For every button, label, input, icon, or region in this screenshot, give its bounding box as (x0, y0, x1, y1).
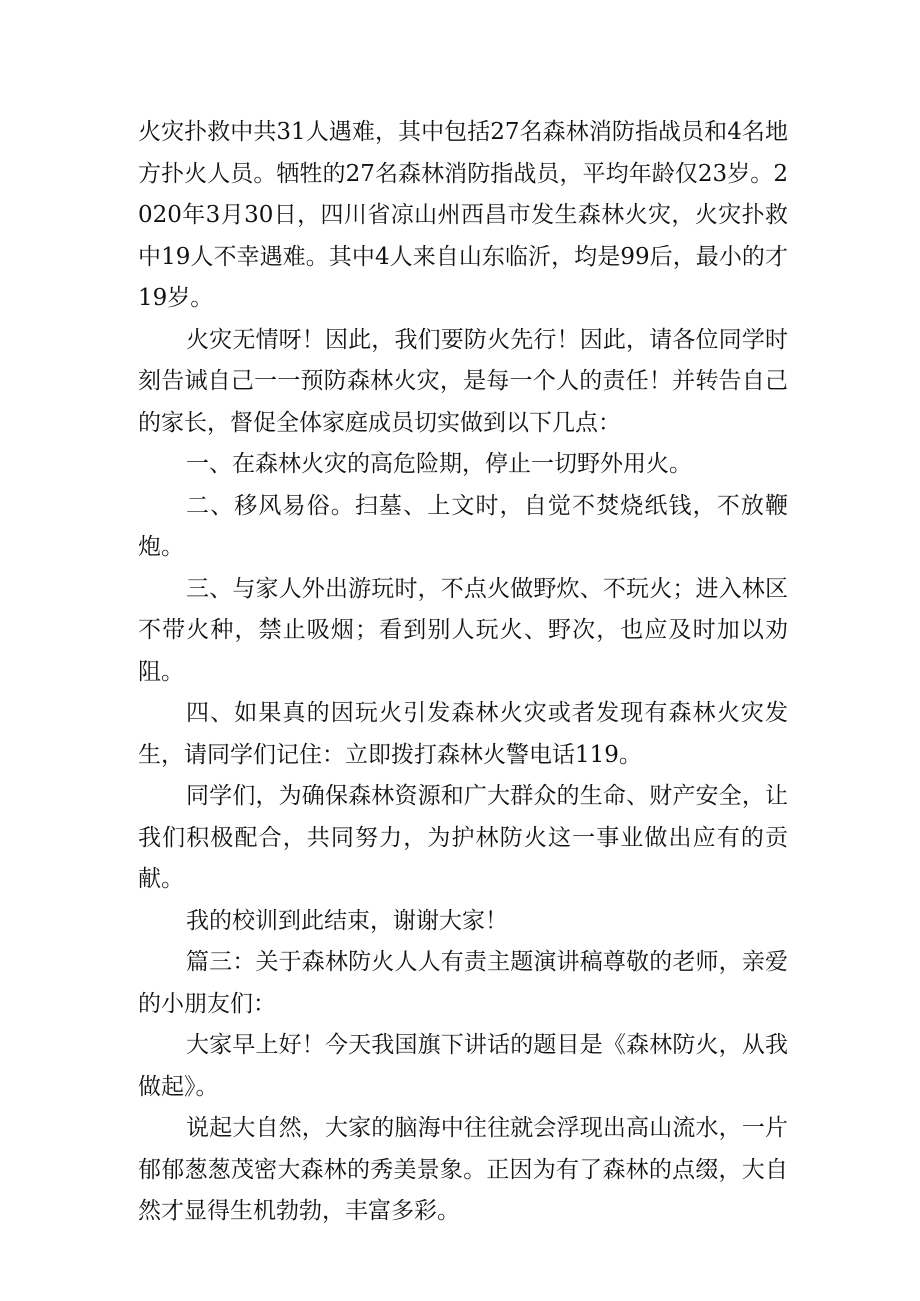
paragraph-point-4: 四、如果真的因玩火引发森林火灾或者发现有森林火灾发生，请同学们记住：立即拨打森林火警电话119。 (138, 700, 788, 768)
paragraph-continuation: 火灾扑救中共31人遇难，其中包括27名森林消防指战员和4名地方扑火人员。牺牲的27名森林消防指战员，平均年龄仅23岁。2020年3月30日，四川省凉山州西昌市发生森林火灾，火灾扑救中19人不幸遇难。其中4人来自山东临沂，均是99后，最小的才19岁。 (138, 119, 788, 311)
paragraph-section-three-heading: 篇三：关于森林防火人人有责主题演讲稿尊敬的老师，亲爱的小朋友们： (138, 949, 788, 1017)
paragraph-point-3: 三、与家人外出游玩时，不点火做野炊、不玩火；进入林区不带火种，禁止吸烟；看到别人玩火、野次，也应及时加以劝阻。 (138, 575, 788, 685)
paragraph-fire-warning: 火灾无情呀！因此，我们要防火先行！因此，请各位同学时刻告诫自己一一预防森林火灾，是每一个人的责任！并转告自己的家长，督促全体家庭成员切实做到以下几点： (138, 326, 788, 436)
paragraph-closing: 我的校训到此结束，谢谢大家！ (186, 907, 508, 934)
paragraph-call-to-action: 同学们，为确保森林资源和广大群众的生命、财产安全，让我们积极配合，共同努力，为护林防火这一事业做出应有的贡献。 (138, 783, 788, 892)
paragraph-greeting: 大家早上好！今天我国旗下讲话的题目是《森林防火，从我做起》。 (138, 1032, 788, 1100)
document-body (138, 112, 788, 1233)
paragraph-point-1: 一、在森林火灾的高危险期，停止一切野外用火。 (186, 451, 692, 477)
paragraph-point-2: 二、移风易俗。扫墓、上文时，自觉不焚烧纸钱，不放鞭炮。 (138, 492, 788, 560)
paragraph-nature: 说起大自然，大家的脑海中往往就会浮现出高山流水，一片郁郁葱葱茂密大森林的秀美景象。正因为有了森林的点缀，大自然才显得生机勃勃，丰富多彩。 (138, 1115, 788, 1224)
